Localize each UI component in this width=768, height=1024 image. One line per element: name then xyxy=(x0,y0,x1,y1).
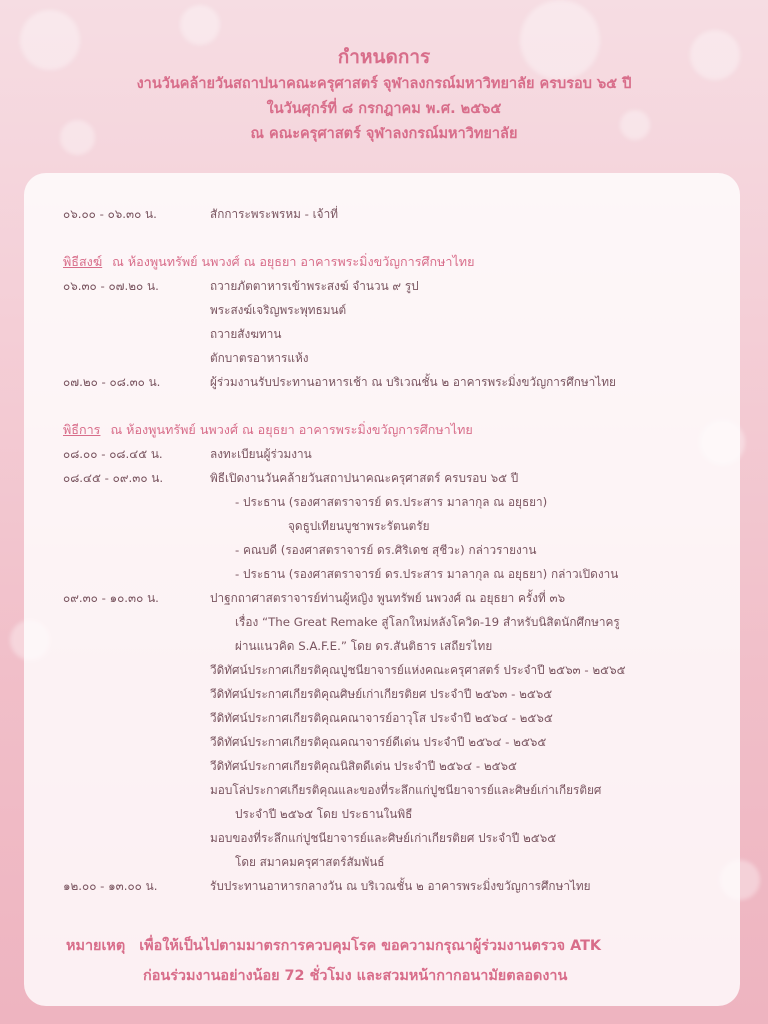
schedule-time: ๐๘.๔๕ - ๐๙.๓๐ น. xyxy=(63,471,164,485)
schedule-time: ๐๘.๐๐ - ๐๘.๔๕ น. xyxy=(63,447,163,461)
schedule-activity: พิธีเปิดงานวันคล้ายวันสถาปนาคณะครุศาสตร์ ครบรอบ ๖๕ ปี xyxy=(210,471,519,485)
schedule-activity: วีดิทัศน์ประกาศเกียรติคุณปูชนียาจารย์แห่งคณะครุศาสตร์ ประจำปี ๒๕๖๓ - ๒๕๖๕ xyxy=(210,663,626,677)
event-date: ในวันศุกร์ที่ ๘ กรกฎาคม พ.ศ. ๒๕๖๕ xyxy=(266,101,502,117)
schedule-activity: วีดิทัศน์ประกาศเกียรติคุณคณาจารย์ดีเด่น ประจำปี ๒๕๖๔ - ๒๕๖๕ xyxy=(210,735,547,749)
schedule-row xyxy=(63,802,744,826)
schedule-row xyxy=(63,514,744,538)
section-location: ณ ห้องพูนทรัพย์ นพวงศ์ ณ อยุธยา อาคารพระมิ่งขวัญการศึกษาไทย xyxy=(112,254,475,269)
schedule-subitem: ผ่านแนวคิด S.A.F.E.” โดย ดร.สันติธาร เสถียรไทย xyxy=(235,639,493,653)
schedule-activity: ถวายภัตตาหารเข้าพระสงฆ์ จำนวน ๙ รูป xyxy=(210,279,419,293)
schedule-row xyxy=(63,322,744,346)
schedule-row xyxy=(63,850,744,874)
schedule-row xyxy=(63,442,744,466)
schedule-time: ๐๗.๒๐ - ๐๘.๓๐ น. xyxy=(63,375,161,389)
schedule-activity: มอบของที่ระลึกแก่ปูชนียาจารย์และศิษย์เก่าเกียรติยศ ประจำปี ๒๕๖๕ xyxy=(210,831,557,845)
schedule-activity: ปาฐกถาศาสตราจารย์ท่านผู้หญิง พูนทรัพย์ นพวงศ์ ณ อยุธยา ครั้งที่ ๓๖ xyxy=(210,591,566,605)
schedule-time: ๐๙.๓๐ - ๑๐.๓๐ น. xyxy=(63,591,159,605)
note-label: หมายเหตุ xyxy=(66,938,126,954)
schedule-activity: พระสงฆ์เจริญพระพุทธมนต์ xyxy=(210,303,347,317)
schedule-row xyxy=(63,346,744,370)
page-title: กำหนดการ xyxy=(337,46,431,68)
schedule-activity: วีดิทัศน์ประกาศเกียรติคุณคณาจารย์อาวุโส ประจำปี ๒๕๖๔ - ๒๕๖๕ xyxy=(210,711,553,725)
schedule-subitem: จุดธูปเทียนบูชาพระรัตนตรัย xyxy=(288,519,430,533)
schedule-subitem: ประจำปี ๒๕๖๕ โดย ประธานในพิธี xyxy=(235,807,413,821)
schedule-row xyxy=(63,586,744,610)
note-line-2: ก่อนร่วมงานอย่างน้อย 72 ชั่วโมง และสวมหน้ากากอนามัยตลอดงาน xyxy=(143,968,568,984)
schedule-row xyxy=(63,298,744,322)
schedule-row xyxy=(63,562,744,586)
event-name: งานวันคล้ายวันสถาปนาคณะครุศาสตร์ จุฬาลงกรณ์มหาวิทยาลัย ครบรอบ ๖๕ ปี xyxy=(136,76,632,92)
section-header-monk-ceremony xyxy=(63,250,744,274)
section-label: พิธีการ xyxy=(63,422,101,437)
schedule-row xyxy=(63,634,744,658)
schedule-row xyxy=(63,370,744,394)
schedule-subitem: - คณบดี (รองศาสตราจารย์ ดร.ศิริเดช สุชีวะ) กล่าวรายงาน xyxy=(235,543,537,557)
schedule-row xyxy=(63,466,744,490)
page-header xyxy=(0,42,768,147)
schedule-row xyxy=(63,538,744,562)
schedule-row xyxy=(63,730,744,754)
schedule-subitem: - ประธาน (รองศาสตราจารย์ ดร.ประสาร มาลากุล ณ อยุธยา) xyxy=(235,495,548,509)
schedule-row xyxy=(63,874,744,898)
schedule-activity: ผู้ร่วมงานรับประทานอาหารเช้า ณ บริเวณชั้น ๒ อาคารพระมิ่งขวัญการศึกษาไทย xyxy=(210,375,616,389)
schedule-row xyxy=(63,610,744,634)
schedule-row xyxy=(63,682,744,706)
schedule-activity: วีดิทัศน์ประกาศเกียรติคุณนิสิตดีเด่น ประจำปี ๒๕๖๔ - ๒๕๖๕ xyxy=(210,759,517,773)
schedule-row xyxy=(63,706,744,730)
schedule-activity: มอบโล่ประกาศเกียรติคุณและของที่ระลึกแก่ปูชนียาจารย์และศิษย์เก่าเกียรติยศ xyxy=(210,783,602,797)
schedule-row xyxy=(63,274,744,298)
schedule-activity: ตักบาตรอาหารแห้ง xyxy=(210,351,309,365)
schedule-subitem: เรื่อง “The Great Remake สู่โลกใหม่หลังโควิด-19 สำหรับนิสิตนักศึกษาครู xyxy=(235,615,620,629)
schedule-list xyxy=(63,202,744,898)
section-location: ณ ห้องพูนทรัพย์ นพวงศ์ ณ อยุธยา อาคารพระมิ่งขวัญการศึกษาไทย xyxy=(110,422,473,437)
schedule-time: ๑๒.๐๐ - ๑๓.๐๐ น. xyxy=(63,879,158,893)
section-label: พิธีสงฆ์ xyxy=(63,254,103,269)
schedule-activity: วีดิทัศน์ประกาศเกียรติคุณศิษย์เก่าเกียรติยศ ประจำปี ๒๕๖๓ - ๒๕๖๕ xyxy=(210,687,553,701)
schedule-activity: สักการะพระพรหม - เจ้าที่ xyxy=(210,207,338,221)
schedule-time: ๐๖.๓๐ - ๐๗.๒๐ น. xyxy=(63,279,159,293)
note-text: เพื่อให้เป็นไปตามมาตรการควบคุมโรค ขอความกรุณาผู้ร่วมงานตรวจ ATK xyxy=(139,938,602,954)
schedule-time: ๐๖.๐๐ - ๐๖.๓๐ น. xyxy=(63,207,157,221)
schedule-row xyxy=(63,490,744,514)
schedule-row xyxy=(63,826,744,850)
note-line-1 xyxy=(66,932,601,961)
schedule-subitem: - ประธาน (รองศาสตราจารย์ ดร.ประสาร มาลากุล ณ อยุธยา) กล่าวเปิดงาน xyxy=(235,567,619,581)
schedule-activity: ถวายสังฆทาน xyxy=(210,327,282,341)
schedule-row xyxy=(63,658,744,682)
event-venue: ณ คณะครุศาสตร์ จุฬาลงกรณ์มหาวิทยาลัย xyxy=(250,126,518,142)
schedule-activity: ลงทะเบียนผู้ร่วมงาน xyxy=(210,447,312,461)
schedule-row xyxy=(63,778,744,802)
schedule-row xyxy=(63,754,744,778)
schedule-row xyxy=(63,202,744,226)
schedule-activity: รับประทานอาหารกลางวัน ณ บริเวณชั้น ๒ อาคารพระมิ่งขวัญการศึกษาไทย xyxy=(210,879,591,893)
schedule-subitem: โดย สมาคมครุศาสตร์สัมพันธ์ xyxy=(235,855,385,869)
section-header-formal-ceremony xyxy=(63,418,744,442)
